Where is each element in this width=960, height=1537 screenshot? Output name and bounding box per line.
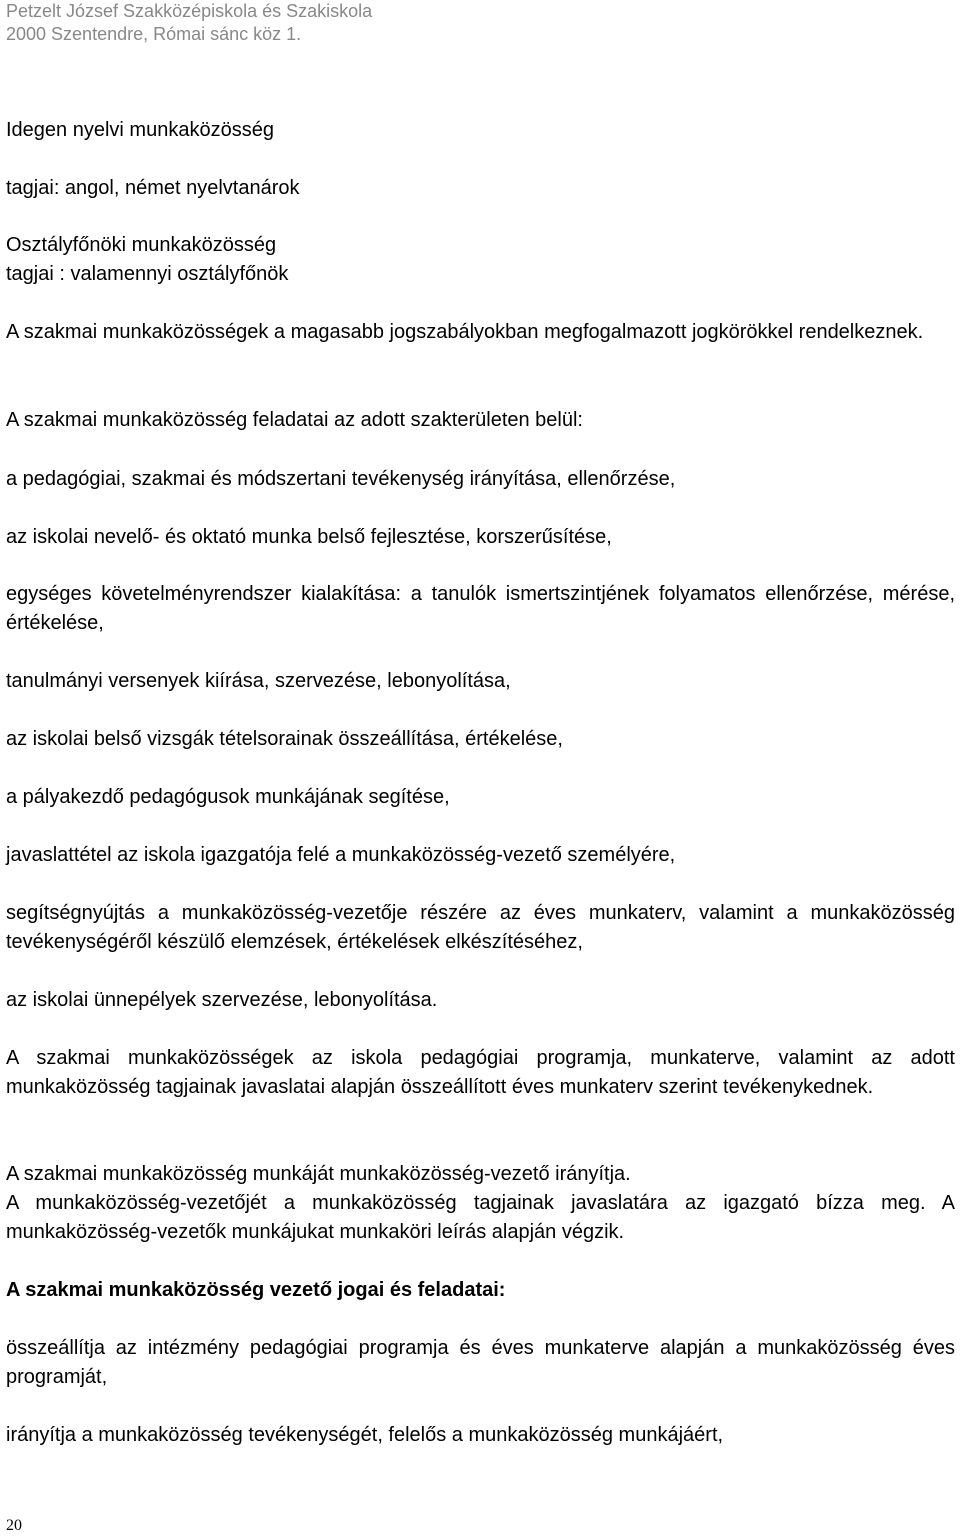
foreign-language-members: tagjai: angol, német nyelvtanárok	[6, 177, 300, 199]
task-item: javaslattétel az iskola igazgatója felé a munkaközösség-vezető személyére,	[6, 844, 676, 866]
task-item: az iskolai nevelő- és oktató munka belső fejlesztése, korszerűsítése,	[6, 526, 612, 548]
school-name: Petzelt József Szakközépiskola és Szakiskola	[6, 1, 373, 21]
task-item: egységes követelményrendszer kialakítása: a tanulók ismertszintjének folyamatos ellenőrzése, mérése, értékelése,	[6, 583, 955, 634]
page-header	[6, 0, 372, 46]
task-item: a pedagógiai, szakmai és módszertani tevékenység irányítása, ellenőrzése,	[6, 468, 676, 490]
class-teacher-title: Osztályfőnöki munkaközösség	[6, 234, 277, 256]
page-number: 20	[6, 1517, 22, 1534]
task-item: tanulmányi versenyek kiírása, szervezése, lebonyolítása,	[6, 670, 511, 692]
activity-paragraph: A szakmai munkaközösségek az iskola pedagógiai programja, munkaterve, valamint az adott munkaközösség tagjainak javaslatai alapján összeállított éves munkaterv szerint tevékenykednek.	[6, 1047, 955, 1098]
task-item: a pályakezdő pedagógusok munkájának segítése,	[6, 786, 450, 808]
tasks-intro: A szakmai munkaközösség feladatai az adott szakterületen belül:	[6, 409, 583, 431]
task-item: az iskolai belső vizsgák tételsorainak összeállítása, értékelése,	[6, 728, 563, 750]
foreign-language-title: Idegen nyelvi munkaközösség	[6, 119, 274, 141]
leader-line-1: A szakmai munkaközösség munkáját munkaközösség-vezető irányítja.	[6, 1163, 631, 1185]
leader-rights-heading: A szakmai munkaközösség vezető jogai és feladatai:	[6, 1279, 506, 1301]
leader-right-item: összeállítja az intézmény pedagógiai programja és éves munkaterve alapján a munkaközösség éves programját,	[6, 1337, 955, 1388]
leader-right-item: irányítja a munkaközösség tevékenységét, felelős a munkaközösség munkájáért,	[6, 1424, 724, 1446]
school-address: 2000 Szentendre, Római sánc köz 1.	[6, 24, 302, 44]
task-item: segítségnyújtás a munkaközösség-vezetője részére az éves munkaterv, valamint a munkaközösség tevékenységéről készülő elemzések, értékelések elkészítéséhez,	[6, 902, 955, 953]
authority-paragraph: A szakmai munkaközösségek a magasabb jogszabályokban megfogalmazott jogkörökkel rendelkeznek.	[6, 321, 924, 343]
leader-line-2: A munkaközösség-vezetőjét a munkaközösség tagjainak javaslatára az igazgató bízza meg. A munkaközösség-vezetők munkájukat munkaköri leírás alapján végzik.	[6, 1192, 955, 1243]
task-item: az iskolai ünnepélyek szervezése, lebonyolítása.	[6, 989, 438, 1011]
class-teacher-members: tagjai : valamennyi osztályfőnök	[6, 263, 289, 285]
